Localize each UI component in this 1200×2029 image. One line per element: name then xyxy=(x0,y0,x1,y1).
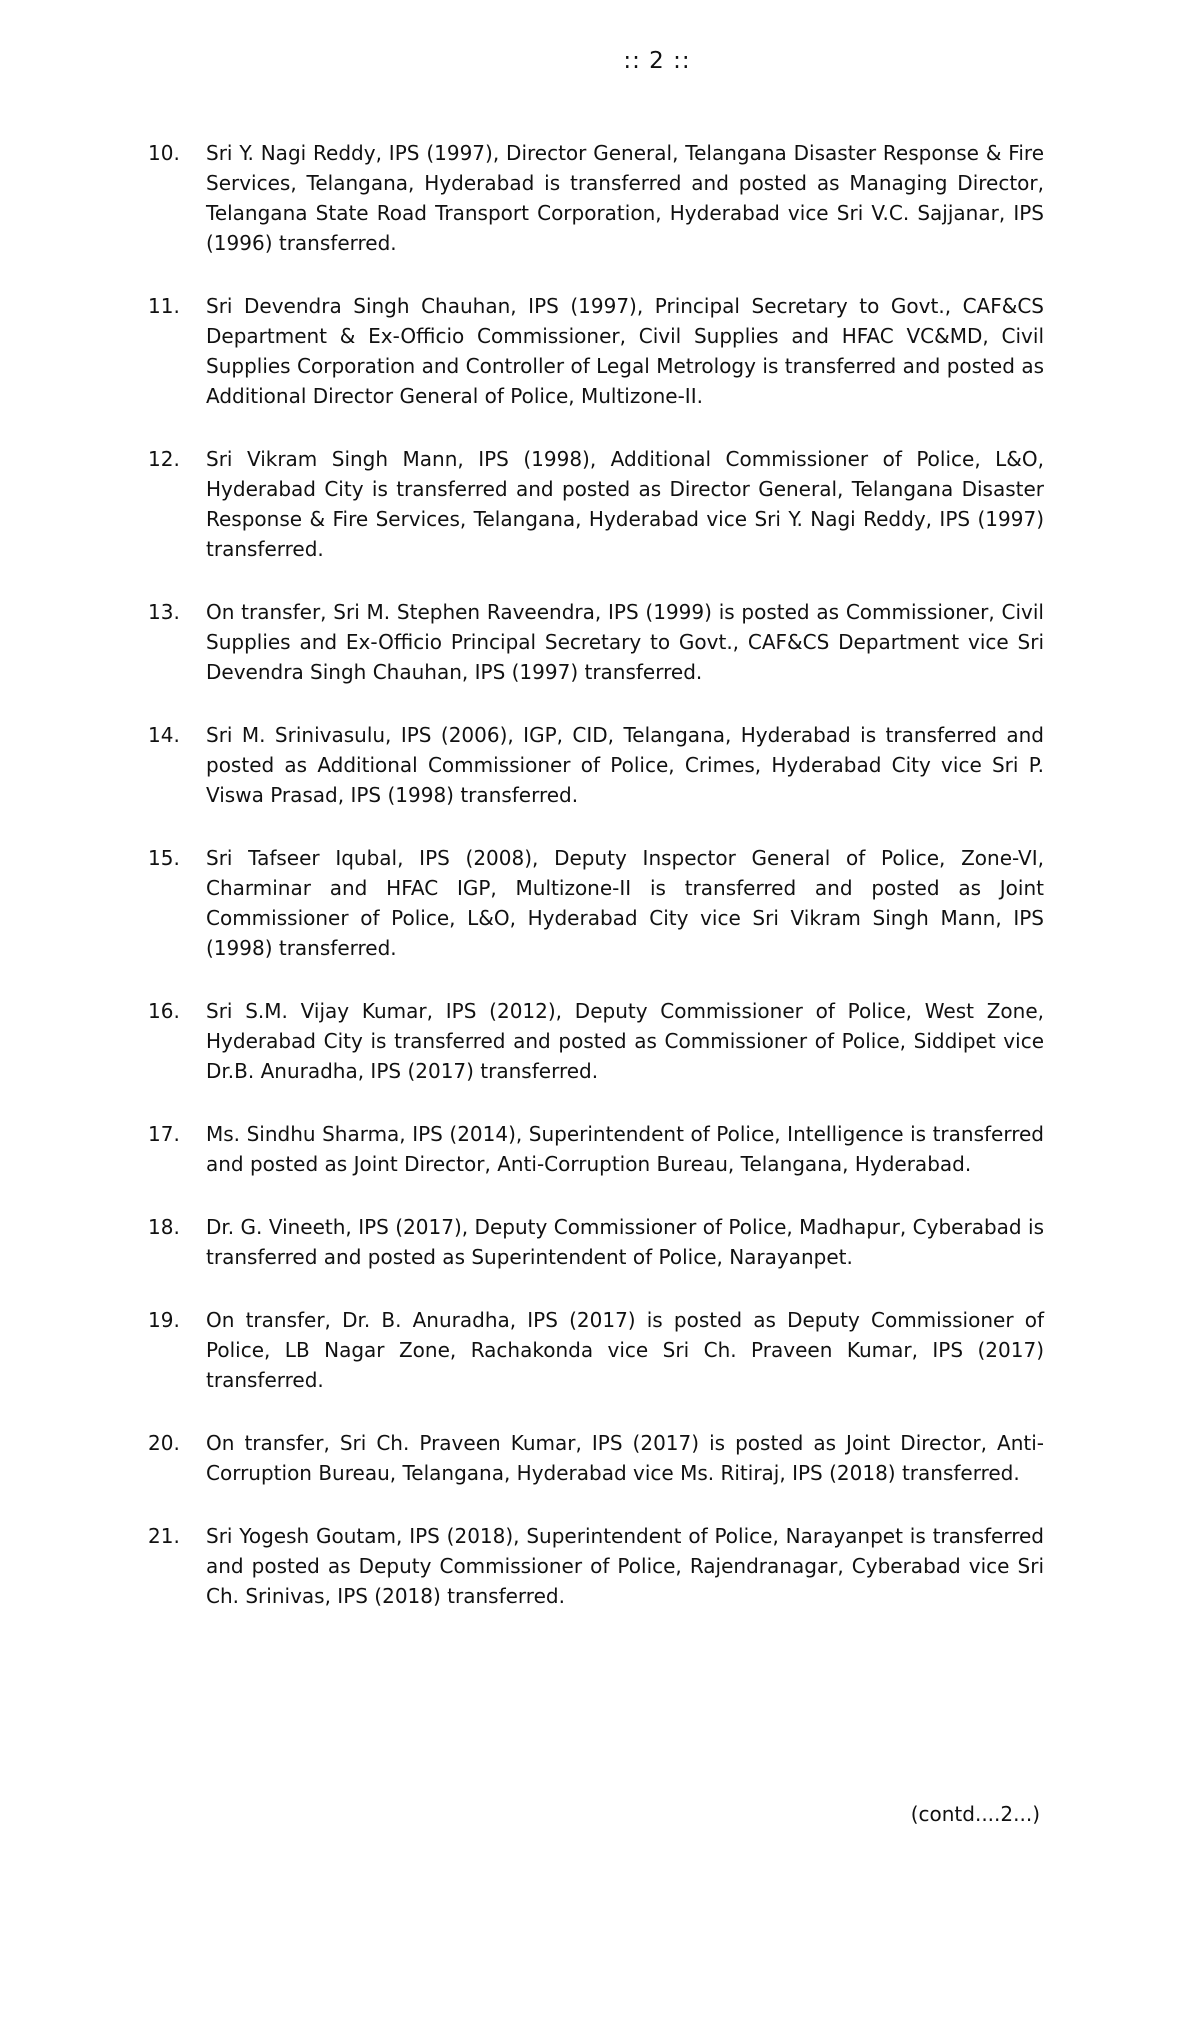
item-text: On transfer, Dr. B. Anuradha, IPS (2017) is posted as Deputy Commissioner of Police, LB Nagar Zone, Rachakonda vice Sri Ch. Praveen Kumar, IPS (2017) transferred. xyxy=(206,1308,1044,1392)
item-text: Sri Yogesh Goutam, IPS (2018), Superintendent of Police, Narayanpet is transferred and posted as Deputy Commissioner of Police, Rajendranagar, Cyberabad vice Sri Ch. Srinivas, IPS (2018) transferred. xyxy=(206,1524,1044,1608)
list-item xyxy=(148,1212,1044,1272)
list-item xyxy=(148,1305,1044,1395)
item-text: Dr. G. Vineeth, IPS (2017), Deputy Commissioner of Police, Madhapur, Cyberabad is transferred and posted as Superintendent of Police, Narayanpet. xyxy=(206,1215,1044,1269)
item-number: 18. xyxy=(148,1215,180,1239)
item-text: Sri Tafseer Iqubal, IPS (2008), Deputy Inspector General of Police, Zone-VI, Charminar and HFAC IGP, Multizone-II is transferred and posted as Joint Commissioner of Police, L&O, Hyderabad City vice Sri Vikram Singh Mann, IPS (1998) transferred. xyxy=(206,846,1044,960)
item-number: 20. xyxy=(148,1431,180,1455)
item-number: 14. xyxy=(148,723,180,747)
item-number: 10. xyxy=(148,141,180,165)
list-item xyxy=(148,597,1044,687)
item-number: 13. xyxy=(148,600,180,624)
list-item xyxy=(148,996,1044,1086)
item-number: 17. xyxy=(148,1122,180,1146)
item-text: Ms. Sindhu Sharma, IPS (2014), Superintendent of Police, Intelligence is transferred and posted as Joint Director, Anti-Corruption Bureau, Telangana, Hyderabad. xyxy=(206,1122,1044,1176)
list-item xyxy=(148,843,1044,963)
item-text: Sri M. Srinivasulu, IPS (2006), IGP, CID, Telangana, Hyderabad is transferred and posted as Additional Commissioner of Police, Crimes, Hyderabad City vice Sri P. Viswa Prasad, IPS (1998) transferred. xyxy=(206,723,1044,807)
page-number: :: 2 :: xyxy=(623,48,691,74)
continued-note: (contd....2...) xyxy=(910,1802,1040,1826)
transfer-orders-list xyxy=(148,138,1044,1644)
list-item xyxy=(148,720,1044,810)
list-item xyxy=(148,1521,1044,1611)
item-text: Sri Y. Nagi Reddy, IPS (1997), Director General, Telangana Disaster Response & Fire Services, Telangana, Hyderabad is transferred and posted as Managing Director, Telangana State Road Transport Corporation, Hyderabad vice Sri V.C. Sajjanar, IPS (1996) transferred. xyxy=(206,141,1044,255)
item-number: 15. xyxy=(148,846,180,870)
item-text: On transfer, Sri Ch. Praveen Kumar, IPS (2017) is posted as Joint Director, Anti-Corruption Bureau, Telangana, Hyderabad vice Ms. Ritiraj, IPS (2018) transferred. xyxy=(206,1431,1044,1485)
item-number: 19. xyxy=(148,1308,180,1332)
item-text: Sri Devendra Singh Chauhan, IPS (1997), Principal Secretary to Govt., CAF&CS Department & Ex-Officio Commissioner, Civil Supplies and HFAC VC&MD, Civil Supplies Corporation and Controller of Legal Metrology is transferred and posted as Additional Director General of Police, Multizone-II. xyxy=(206,294,1044,408)
item-number: 12. xyxy=(148,447,180,471)
item-number: 16. xyxy=(148,999,180,1023)
item-number: 21. xyxy=(148,1524,180,1548)
item-text: Sri Vikram Singh Mann, IPS (1998), Additional Commissioner of Police, L&O, Hyderabad City is transferred and posted as Director General, Telangana Disaster Response & Fire Services, Telangana, Hyderabad vice Sri Y. Nagi Reddy, IPS (1997) transferred. xyxy=(206,447,1044,561)
list-item xyxy=(148,1428,1044,1488)
list-item xyxy=(148,1119,1044,1179)
item-text: Sri S.M. Vijay Kumar, IPS (2012), Deputy Commissioner of Police, West Zone, Hyderabad City is transferred and posted as Commissioner of Police, Siddipet vice Dr.B. Anuradha, IPS (2017) transferred. xyxy=(206,999,1044,1083)
list-item xyxy=(148,444,1044,564)
list-item xyxy=(148,291,1044,411)
list-item xyxy=(148,138,1044,258)
item-number: 11. xyxy=(148,294,180,318)
item-text: On transfer, Sri M. Stephen Raveendra, IPS (1999) is posted as Commissioner, Civil Supplies and Ex-Officio Principal Secretary to Govt., CAF&CS Department vice Sri Devendra Singh Chauhan, IPS (1997) transferred. xyxy=(206,600,1044,684)
